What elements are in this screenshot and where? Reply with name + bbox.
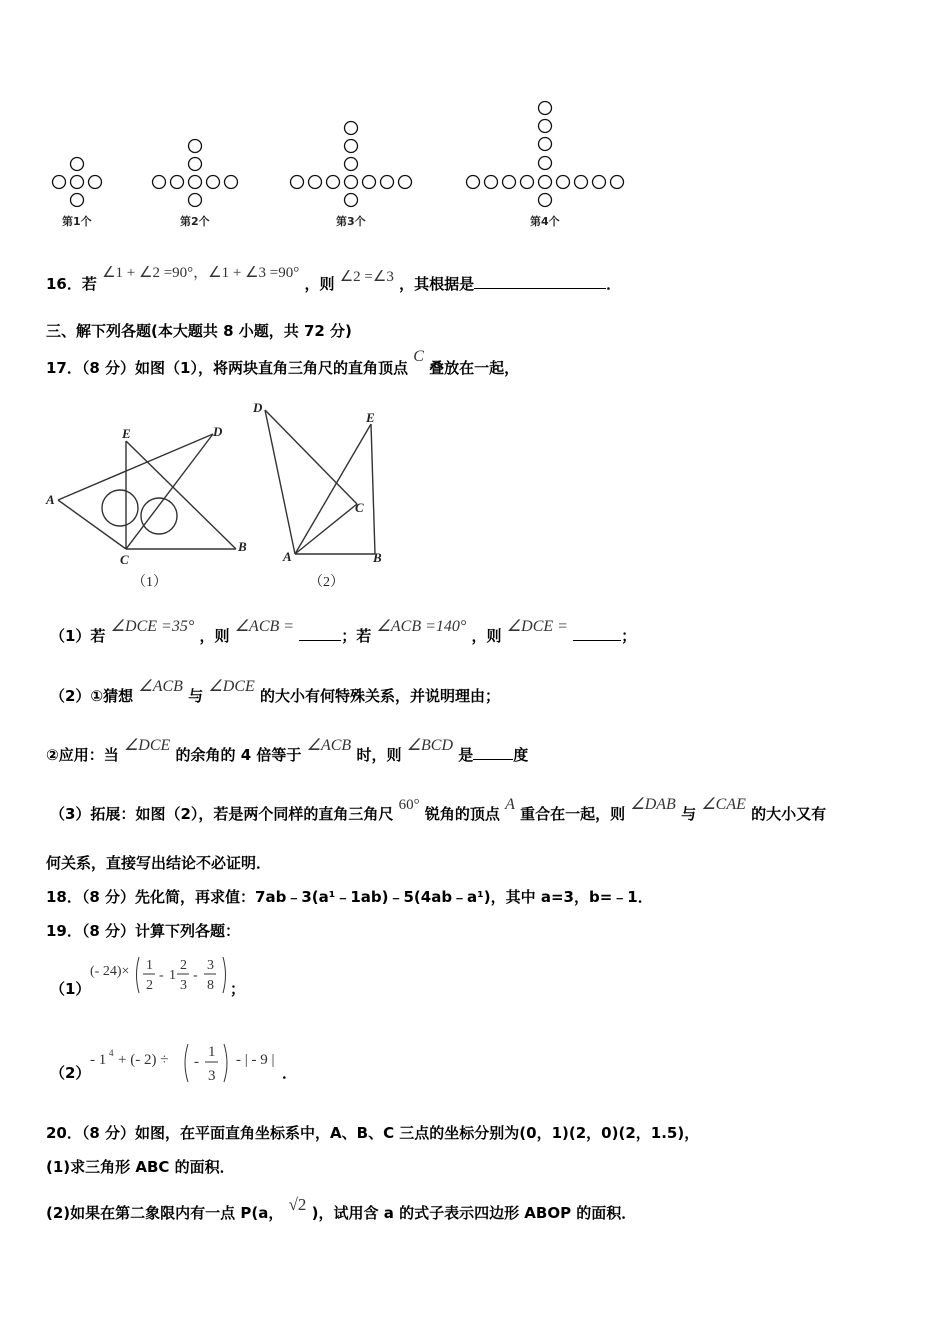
fig2-label-D: D: [253, 400, 263, 415]
q17-p1-blank-1[interactable]: [299, 626, 341, 641]
svg-text:3: 3: [207, 958, 214, 973]
q17-p1-formula-3: ∠ACB =140°: [376, 618, 467, 635]
q20-p2-text-b: )，试用含 a 的式子表示四边形 ABOP 的面积．: [311, 1204, 637, 1222]
fig1-label-C: C: [120, 552, 129, 567]
pattern-label-3: 第3个: [336, 215, 366, 228]
q17-p4-formula-3: ∠DAB: [630, 796, 676, 813]
svg-text:3: 3: [180, 978, 187, 993]
q17-part-2b: [46, 737, 529, 765]
q17-p3-text-e: 度: [513, 746, 529, 764]
q17-p1-text-e: ；: [621, 627, 637, 645]
svg-text:2: 2: [180, 958, 187, 973]
q19-p2-math-render: [88, 1038, 288, 1088]
svg-text:-: -: [194, 1054, 199, 1070]
figure-1-triangles: [40, 418, 270, 608]
question-17-head: [46, 348, 520, 378]
svg-text:1: 1: [208, 1044, 216, 1060]
q17-p4-formula-4: ∠CAE: [701, 796, 746, 813]
q17-p3-text-a: ②应用：当: [46, 746, 119, 764]
fig2-label-A: A: [283, 549, 292, 564]
q19-p1-label: （1）: [50, 980, 91, 998]
q19-p2-expression: [88, 1038, 288, 1088]
svg-text:4: 4: [109, 1048, 114, 1058]
svg-text:2: 2: [146, 978, 153, 993]
q17-p2-formula-1: ∠ACB: [138, 678, 183, 695]
question-18: 18．（8 分）先化简，再求值：7ab﹣3(a¹﹣1ab)﹣5(4ab﹣a¹)，其中 a=3，b=﹣1．: [46, 888, 653, 906]
q17-p1-formula-1: ∠DCE =35°: [110, 618, 195, 635]
q17-p4-text-e: 的大小又有: [751, 805, 827, 823]
pattern-label-2: 第2个: [180, 215, 210, 228]
q17-p4-formula-1: 60°: [398, 797, 420, 813]
q16-end: ．: [606, 275, 622, 293]
q19-part-1: [50, 978, 90, 999]
pattern-label-4: 第4个: [530, 215, 560, 228]
q17-p3-blank[interactable]: [473, 745, 513, 760]
q19-part-2: [50, 1062, 90, 1083]
svg-text:1: 1: [169, 968, 176, 983]
q17-p1-text-c: ；若: [341, 627, 372, 645]
svg-text:- 1: - 1: [90, 1052, 107, 1068]
q17-p3-text-b: 的余角的 4 倍等于: [175, 746, 302, 764]
svg-text:(- 24)×: (- 24)×: [90, 964, 130, 979]
svg-text:8: 8: [207, 978, 214, 993]
svg-text:- | - 9 |: - | - 9 |: [236, 1052, 275, 1068]
q16-answer-blank[interactable]: [474, 274, 606, 289]
question-19-head: 19．（8 分）计算下列各题：: [46, 922, 241, 940]
q19-p1-tail: ；: [230, 980, 246, 998]
q17-p4-text-b: 锐角的顶点: [424, 805, 500, 823]
question-16: [46, 265, 622, 294]
fig1-caption: （1）: [132, 575, 167, 590]
svg-text:-: -: [159, 968, 164, 983]
q16-conclusion: ∠2 =∠3: [339, 269, 394, 285]
q17-p1-text-a: （1）若: [50, 627, 106, 645]
q17-part-3-cont: 何关系，直接写出结论不必证明．: [46, 854, 272, 872]
svg-text:+ (- 2) ÷: + (- 2) ÷: [118, 1052, 169, 1068]
fig1-label-E: E: [122, 426, 131, 441]
q17-p2-text-b: 与: [188, 687, 204, 705]
q16-formula: ∠1 + ∠2 =90°，∠1 + ∠3 =90°: [102, 265, 300, 281]
q17-part-3: [50, 796, 827, 824]
q17-p4-text-c: 重合在一起，则: [520, 805, 626, 823]
q17-part-1: [50, 618, 637, 646]
q17-p2-text-a: （2）①猜想: [50, 687, 134, 705]
fig2-caption: （2）: [309, 575, 344, 590]
q17-p3-text-c: 时，则: [356, 746, 402, 764]
fig2-label-E: E: [366, 410, 375, 425]
q17-p2-formula-2: ∠DCE: [208, 678, 255, 695]
q16-tail: ，其根据是: [399, 275, 475, 293]
q19-p2-tail: ．: [282, 1064, 298, 1082]
q17-p1-text-d: ，则: [471, 627, 502, 645]
q17-p2-text-c: 的大小有何特殊关系，并说明理由；: [260, 687, 501, 705]
q17-head-text: 17．（8 分）如图（1），将两块直角三角尺的直角顶点: [46, 359, 408, 377]
q17-p3-formula-3: ∠BCD: [406, 737, 454, 754]
svg-text:1: 1: [146, 958, 153, 973]
q17-point-C: C: [413, 348, 424, 365]
q20-part-2: [46, 1195, 637, 1223]
fig2-label-B: B: [373, 550, 382, 565]
q17-p3-text-d: 是: [458, 746, 474, 764]
q17-p4-text-a: （3）拓展：如图（2），若是两个同样的直角三角尺: [50, 805, 394, 823]
q19-p1-math-render: [88, 953, 248, 999]
fig1-label-D: D: [213, 424, 223, 439]
section-3-heading: 三、解下列各题(本大题共 8 小题，共 72 分): [46, 322, 352, 340]
q17-p1-formula-4: ∠DCE =: [506, 618, 568, 635]
q17-part-2: [50, 678, 501, 706]
fig1-label-A: A: [46, 492, 55, 507]
figure-2-triangles: [245, 398, 405, 598]
question-20-head: 20．（8 分）如图，在平面直角坐标系中，A、B、C 三点的坐标分别为(0，1)(2，0)(2，1.5)，: [46, 1124, 700, 1142]
q17-head-text-2: 叠放在一起，: [429, 359, 520, 377]
q17-p3-formula-2: ∠ACB: [306, 737, 352, 754]
q17-p1-blank-2[interactable]: [573, 626, 621, 641]
q19-p1-expression: [88, 953, 248, 999]
svg-text:-: -: [193, 968, 198, 983]
q19-p2-label: （2）: [50, 1064, 91, 1082]
q20-part-1: (1)求三角形 ABC 的面积．: [46, 1158, 235, 1176]
q20-p2-sqrt: √2: [288, 1195, 307, 1214]
q17-p1-formula-2: ∠ACB =: [234, 618, 295, 635]
fig1-label-B: B: [238, 539, 247, 554]
pattern-label-1: 第1个: [62, 215, 92, 228]
q17-p4-text-d: 与: [681, 805, 697, 823]
q16-mid: ，则: [304, 275, 335, 293]
q17-p3-formula-1: ∠DCE: [123, 737, 171, 754]
q17-p1-text-b: ，则: [199, 627, 230, 645]
q17-p4-formula-2: A: [505, 796, 515, 813]
svg-text:3: 3: [208, 1068, 216, 1084]
q20-p2-text-a: (2)如果在第二象限内有一点 P(a，: [46, 1204, 284, 1222]
fig2-label-C: C: [355, 500, 364, 515]
q16-number: 16．若: [46, 275, 97, 293]
